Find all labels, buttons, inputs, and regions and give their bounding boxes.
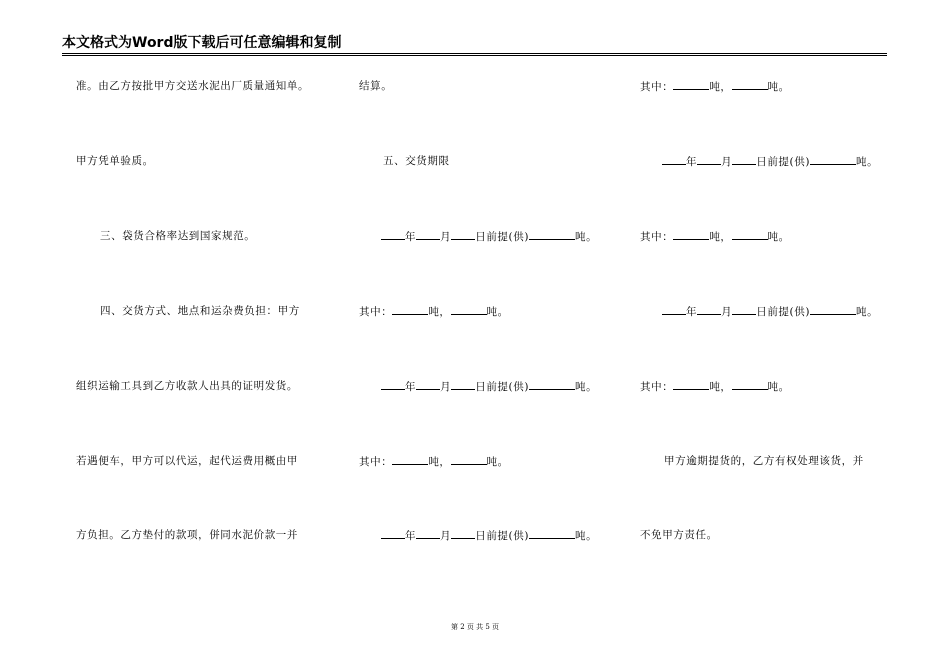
day-label: 日前提(供)	[475, 530, 530, 542]
quantity-blank	[810, 304, 856, 315]
quantity-blank	[529, 229, 575, 240]
text-line: 准。由乙方按批甲方交送水泥出厂质量通知单。	[76, 80, 310, 92]
month-blank	[416, 229, 440, 240]
ton-label: 吨。	[575, 231, 598, 243]
quantity-split-line	[359, 304, 509, 319]
year-blank	[662, 304, 686, 315]
header-rule-top	[62, 53, 887, 54]
month-label: 月	[721, 156, 733, 168]
quantity-blank	[529, 528, 575, 539]
text-line: 不免甲方责任。	[640, 529, 718, 541]
month-label: 月	[440, 231, 452, 243]
document-header-title: 本文格式为Word版下载后可任意编辑和复制	[62, 35, 342, 51]
amount-blank	[732, 79, 768, 90]
split-prefix: 其中：	[359, 306, 393, 318]
amount-blank	[392, 304, 428, 315]
amount-blank	[673, 229, 709, 240]
delivery-date-line	[381, 379, 597, 394]
ton-comma-label: 吨，	[709, 231, 732, 243]
amount-blank	[673, 79, 709, 90]
delivery-date-line	[381, 229, 597, 244]
month-blank	[416, 528, 440, 539]
ton-label: 吨。	[856, 156, 879, 168]
ton-comma-label: 吨，	[709, 81, 732, 93]
quantity-split-line	[640, 79, 790, 94]
delivery-date-line	[662, 304, 878, 319]
section-heading-delivery-period: 五、交货期限	[383, 155, 450, 167]
ton-end-label: 吨。	[767, 381, 790, 393]
year-label: 年	[686, 156, 698, 168]
day-blank	[451, 379, 475, 390]
delivery-date-line	[381, 528, 597, 543]
amount-blank	[732, 229, 768, 240]
ton-label: 吨。	[856, 306, 879, 318]
text-line: 结算。	[359, 80, 393, 92]
text-line: 甲方凭单验质。	[76, 155, 154, 167]
ton-label: 吨。	[575, 381, 598, 393]
amount-blank	[392, 454, 428, 465]
text-line: 组织运输工具到乙方收款人出具的证明发货。	[76, 380, 298, 392]
ton-comma-label: 吨，	[428, 456, 451, 468]
amount-blank	[451, 454, 487, 465]
year-blank	[381, 379, 405, 390]
text-line: 四、交货方式、地点和运杂费负担：甲方	[100, 305, 300, 317]
quantity-split-line	[640, 229, 790, 244]
quantity-split-line	[359, 454, 509, 469]
amount-blank	[451, 304, 487, 315]
month-label: 月	[721, 306, 733, 318]
split-prefix: 其中：	[640, 231, 674, 243]
year-label: 年	[405, 231, 417, 243]
delivery-date-line	[662, 154, 878, 169]
year-label: 年	[405, 530, 417, 542]
ton-end-label: 吨。	[486, 306, 509, 318]
year-label: 年	[686, 306, 698, 318]
day-blank	[732, 304, 756, 315]
day-label: 日前提(供)	[475, 231, 530, 243]
text-line: 三、袋货合格率达到国家规范。	[100, 230, 256, 242]
day-blank	[451, 229, 475, 240]
year-blank	[662, 154, 686, 165]
month-blank	[416, 379, 440, 390]
header-rule-bottom	[62, 55, 887, 56]
text-line: 甲方逾期提货的，乙方有权处理该货，并	[664, 455, 864, 467]
month-blank	[697, 154, 721, 165]
amount-blank	[732, 379, 768, 390]
year-blank	[381, 528, 405, 539]
day-blank	[732, 154, 756, 165]
day-label: 日前提(供)	[475, 381, 530, 393]
ton-end-label: 吨。	[767, 231, 790, 243]
quantity-blank	[529, 379, 575, 390]
year-label: 年	[405, 381, 417, 393]
ton-comma-label: 吨，	[709, 381, 732, 393]
split-prefix: 其中：	[359, 456, 393, 468]
quantity-split-line	[640, 379, 790, 394]
month-label: 月	[440, 530, 452, 542]
page-number-footer: 第 2 页 共 5 页	[450, 623, 500, 631]
ton-end-label: 吨。	[767, 81, 790, 93]
ton-end-label: 吨。	[486, 456, 509, 468]
month-blank	[697, 304, 721, 315]
quantity-blank	[810, 154, 856, 165]
day-blank	[451, 528, 475, 539]
text-line: 若遇便车，甲方可以代运，起代运费用概由甲	[76, 455, 298, 467]
ton-comma-label: 吨，	[428, 306, 451, 318]
ton-label: 吨。	[575, 530, 598, 542]
text-line: 方负担。乙方垫付的款项，併同水泥价款一并	[76, 529, 298, 541]
day-label: 日前提(供)	[756, 306, 811, 318]
month-label: 月	[440, 381, 452, 393]
day-label: 日前提(供)	[756, 156, 811, 168]
split-prefix: 其中：	[640, 81, 674, 93]
split-prefix: 其中：	[640, 381, 674, 393]
amount-blank	[673, 379, 709, 390]
year-blank	[381, 229, 405, 240]
